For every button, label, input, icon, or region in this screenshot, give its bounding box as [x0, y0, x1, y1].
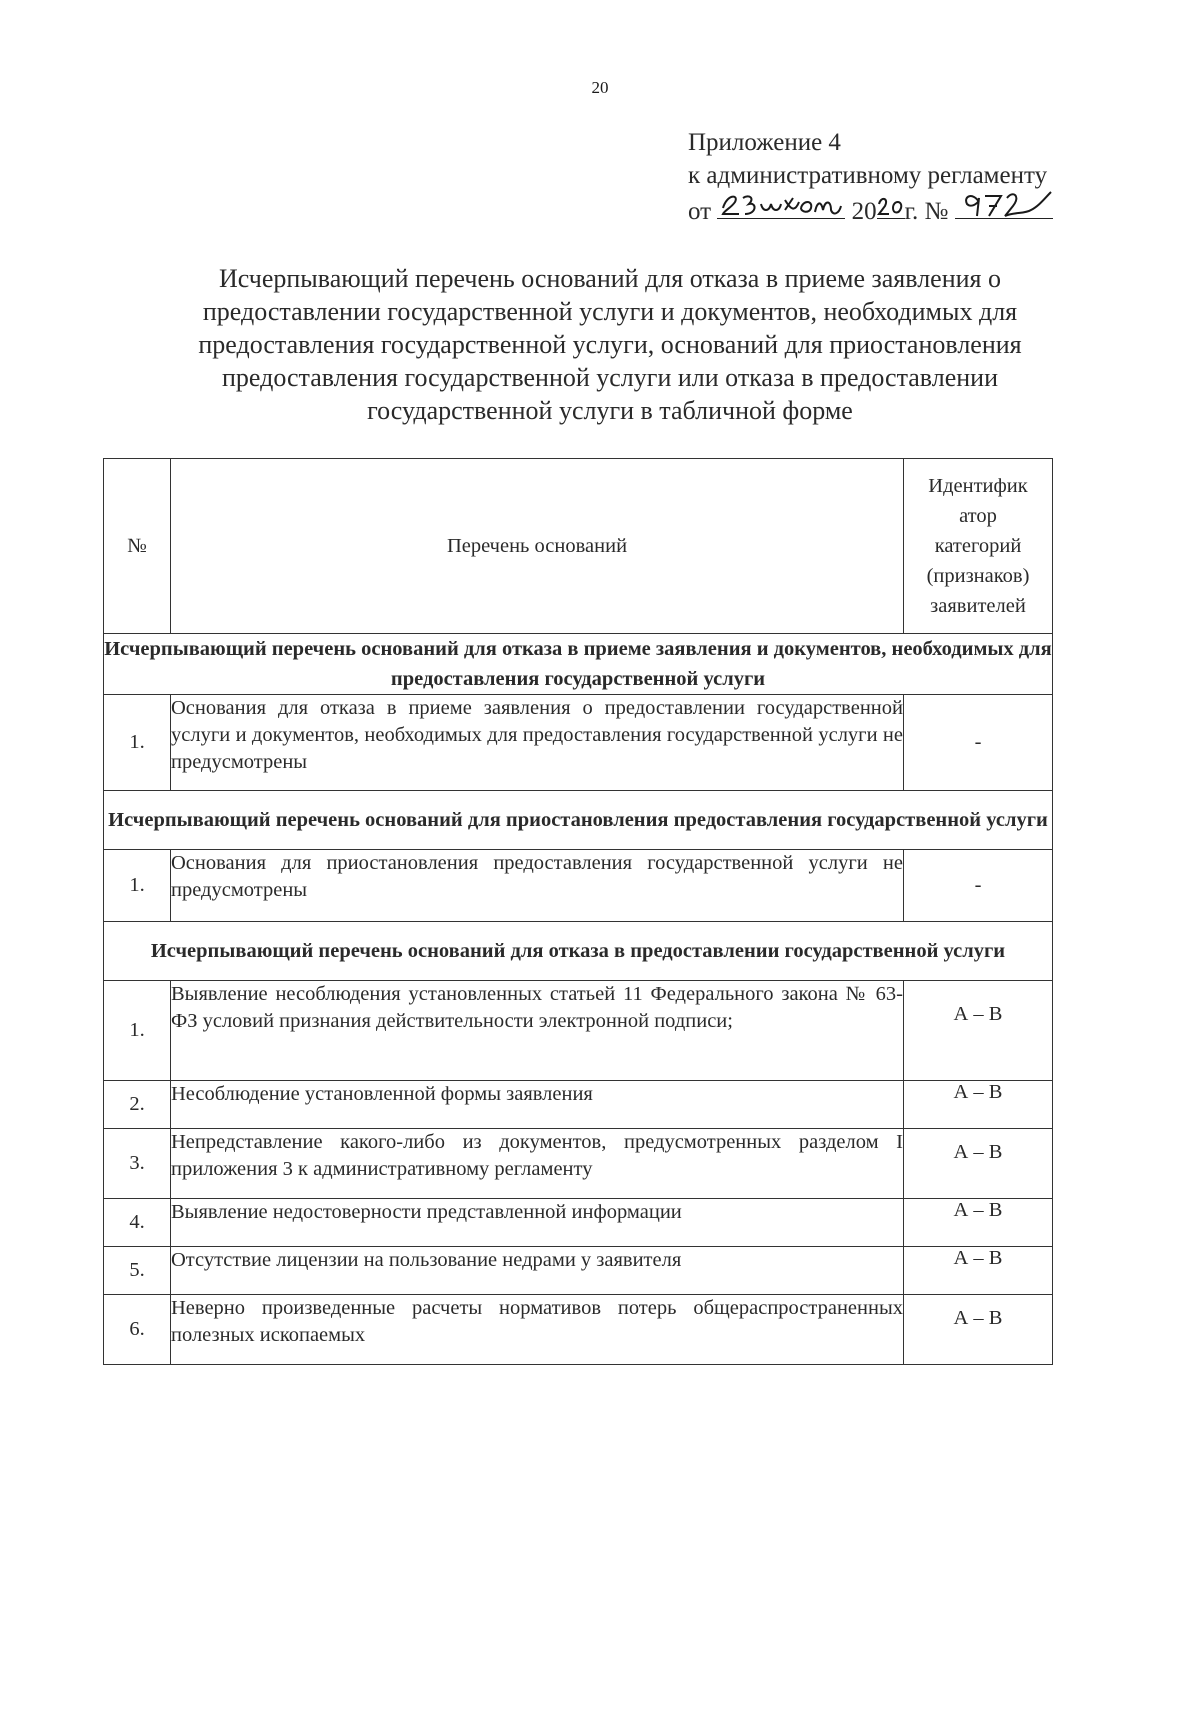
header-identifier-line: (признаков) — [926, 565, 1030, 587]
page-number: 20 — [591, 78, 609, 97]
section-title: Исчерпывающий перечень оснований для отказа в приеме заявления и документов, необходимых для предоставления государственной услуги — [104, 634, 1053, 695]
handwritten-date — [717, 192, 845, 219]
handwritten-date-signature — [717, 186, 845, 220]
row-number: 1. — [104, 981, 171, 1081]
row-identifier: - — [904, 850, 1053, 922]
appendix-date-line — [688, 192, 1108, 228]
section-header-row — [104, 634, 1053, 695]
row-number: 1. — [104, 695, 171, 791]
row-number: 4. — [104, 1199, 171, 1247]
title-line: государственной услуги в табличной форме — [367, 396, 853, 425]
row-identifier: А – В — [904, 1129, 1053, 1199]
appendix-subtitle: к административному регламенту — [688, 162, 1048, 189]
row-identifier: - — [904, 695, 1053, 791]
date-prefix: от — [688, 198, 712, 225]
handwritten-year-signature — [877, 186, 905, 220]
row-text: Неверно произведенные расчеты нормативов потерь общераспространенных полезных ископаемых — [171, 1295, 904, 1365]
row-text: Непредставление какого-либо из документов, предусмотренных разделом I приложения 3 к административному регламенту — [171, 1129, 904, 1199]
handwritten-number-signature — [955, 186, 1053, 220]
row-text: Выявление недостоверности представленной информации — [171, 1199, 904, 1247]
title-line: Исчерпывающий перечень оснований для отказа в приеме заявления о — [218, 264, 1001, 293]
row-identifier: А – В — [904, 981, 1053, 1081]
table-row — [104, 1247, 1053, 1295]
row-number: 1. — [104, 850, 171, 922]
header-identifier-line: Идентифик — [928, 475, 1028, 497]
header-grounds-list: Перечень оснований — [171, 459, 904, 634]
appendix-title: Приложение 4 — [688, 129, 841, 156]
handwritten-number — [955, 192, 1053, 219]
header-identifier-line: категорий — [934, 535, 1022, 557]
title-line: предоставления государственной услуги или отказа в предоставлении — [221, 363, 998, 392]
row-text: Основания для приостановления предоставления государственной услуги не предусмотрены — [171, 850, 904, 922]
header-identifier-line: заявителей — [930, 595, 1026, 617]
section-header-row — [104, 922, 1053, 981]
row-identifier: А – В — [904, 1081, 1053, 1129]
table-row — [104, 850, 1053, 922]
table-row — [104, 1295, 1053, 1365]
section-header-row — [104, 791, 1053, 850]
row-text: Основания для отказа в приеме заявления о предоставлении государственной услуги и документов, необходимых для предоставления государственной услуги не предусмотрены — [171, 695, 904, 791]
row-number: 2. — [104, 1081, 171, 1129]
header-number: № — [104, 459, 171, 634]
document-title — [130, 262, 1090, 427]
year-prefix: 20 — [851, 198, 877, 225]
table-row — [104, 1129, 1053, 1199]
row-identifier: А – В — [904, 1247, 1053, 1295]
grounds-table — [103, 458, 1053, 1365]
row-identifier: А – В — [904, 1199, 1053, 1247]
header-identifier — [904, 459, 1053, 634]
table-row — [104, 695, 1053, 791]
row-text: Выявление несоблюдения установленных статьей 11 Федерального закона № 63-ФЗ условий признания действительности электронной подписи; — [171, 981, 904, 1081]
header-identifier-line: атор — [959, 505, 997, 527]
section-title: Исчерпывающий перечень оснований для приостановления предоставления государственной услуги — [104, 791, 1053, 850]
title-line: предоставления государственной услуги, оснований для приостановления — [198, 330, 1022, 359]
row-number: 6. — [104, 1295, 171, 1365]
appendix-header — [688, 126, 1108, 228]
row-identifier: А – В — [904, 1295, 1053, 1365]
table-row — [104, 981, 1053, 1081]
year-suffix: г. № — [904, 198, 949, 225]
title-line: предоставлении государственной услуги и документов, необходимых для — [202, 297, 1018, 326]
table-header-row — [104, 459, 1053, 634]
table-row — [104, 1199, 1053, 1247]
table-row — [104, 1081, 1053, 1129]
row-number: 3. — [104, 1129, 171, 1199]
section-title: Исчерпывающий перечень оснований для отказа в предоставлении государственной услуги — [104, 922, 1053, 981]
handwritten-year — [877, 192, 905, 219]
row-text: Несоблюдение установленной формы заявления — [171, 1081, 904, 1129]
row-number: 5. — [104, 1247, 171, 1295]
row-text: Отсутствие лицензии на пользование недрами у заявителя — [171, 1247, 904, 1295]
